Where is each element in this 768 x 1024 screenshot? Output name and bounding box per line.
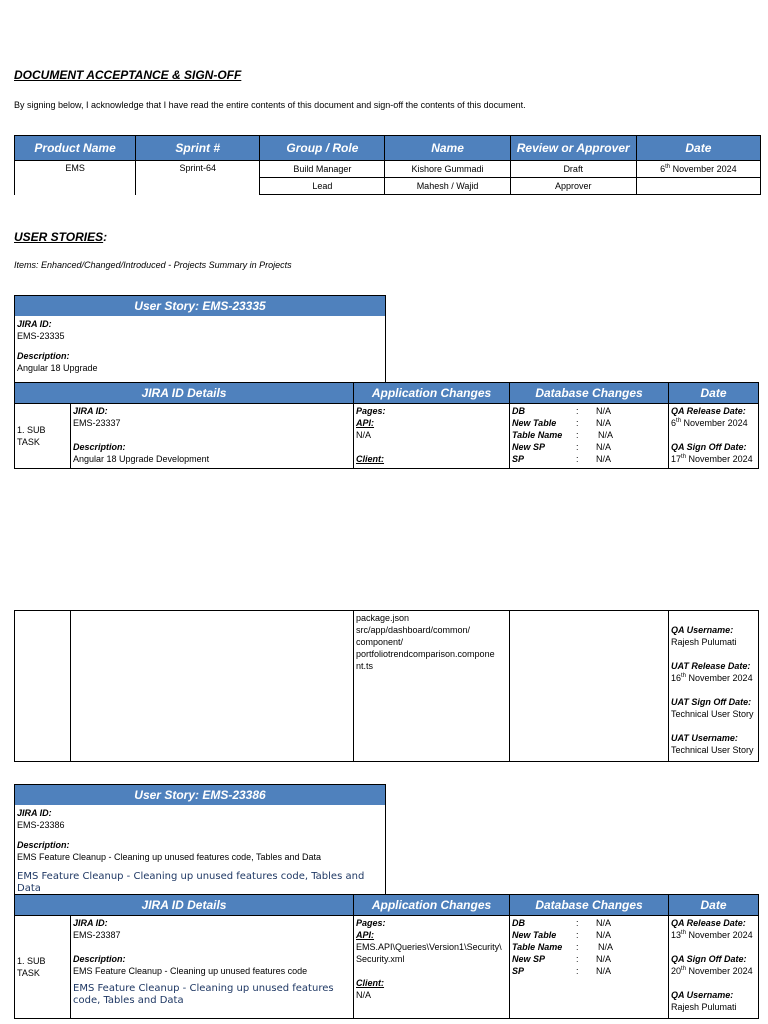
subtask-app-changes-cell: Pages: API: N/A Client: [354,404,510,469]
story1-details-table [14,382,759,469]
header-db-changes: Database Changes [510,383,669,404]
subtask-label: 1. SUB TASK [15,404,71,469]
story1-desc-label: Description: [17,351,70,361]
header-jira-details: JIRA ID Details [15,895,354,916]
sprint-cell: Sprint-64 [136,161,260,195]
user-stories-title: USER STORIES: [14,230,108,244]
story2-summary-box [14,784,386,896]
client-file: component/ [356,637,404,647]
user-stories-items: Items: Enhanced/Changed/Introduced - Projects Summary in Projects [14,260,292,270]
table-row [15,916,759,1019]
details-header-row [15,383,759,404]
role-cell: Build Manager [260,161,385,178]
header-review-approver: Review or Approver [510,136,636,161]
story2-description: EMS Feature Cleanup - Cleaning up unused features code, Tables and Data [17,852,322,862]
table-row [15,161,761,178]
name-cell: Kishore Gummadi [385,161,510,178]
date-cell: 6th November 2024 [636,161,760,178]
story2-description-blue: EMS Feature Cleanup - Cleaning up unused features code, Tables and Data [17,871,365,894]
client-files-cell [354,611,510,762]
subtask-date-cell: QA Release Date: 6th November 2024 QA Sign Off Date: 17th November 2024 [669,404,759,469]
signoff-header-row [15,136,761,161]
story1-summary-box [14,295,386,384]
acceptance-title: DOCUMENT ACCEPTANCE & SIGN-OFF [14,68,242,82]
uat-date-cell: QA Username: Rajesh Pulumati UAT Release Date: 16th November 2024 UAT Sign Off Date: Technical User Story UAT Username: Technical User Story [669,611,759,762]
subtask-db-changes-cell: DB : N/A New Table : N/A Table Name : N/A New SP : N/A SP : N/A [510,404,669,469]
header-date: Date [669,383,759,404]
header-product-name: Product Name [15,136,136,161]
header-name: Name [385,136,510,161]
product-name-cell: EMS [15,161,136,195]
review-cell: Approver [510,178,636,195]
client-file: package.json [356,613,410,623]
details-header-row [15,895,759,916]
story1-jira-label: JIRA ID: [17,319,52,329]
header-db-changes: Database Changes [510,895,669,916]
story2-header: User Story: EMS-23386 [15,785,385,805]
header-app-changes: Application Changes [354,895,510,916]
role-cell: Lead [260,178,385,195]
story2-details-table [14,894,759,1019]
name-cell: Mahesh / Wajid [385,178,510,195]
subtask-db-changes-cell: DB : N/A New Table : N/A Table Name : N/A New SP : N/A SP : N/A [510,916,669,1019]
acceptance-statement: By signing below, I acknowledge that I have read the entire contents of this document and sign-off the contents of this document. [14,100,526,110]
signoff-table [14,135,761,195]
story1-jira-id: EMS-23335 [17,331,65,341]
story1-header: User Story: EMS-23335 [15,296,385,316]
client-file: src/app/dashboard/common/ [356,625,471,635]
story2-jira-label: JIRA ID: [17,808,52,818]
header-app-changes: Application Changes [354,383,510,404]
client-file: portfoliotrendcomparison.compone [356,649,495,659]
subtask-label: 1. SUB TASK [15,916,71,1019]
header-jira-details: JIRA ID Details [15,383,354,404]
table-row [15,404,759,469]
subtask-jira-cell: JIRA ID: EMS-23337 Description: Angular 18 Upgrade Development [71,404,354,469]
subtask-app-changes-cell: Pages: API: EMS.API\Queries\Version1\Security\ Security.xml Client: N/A [354,916,510,1019]
story2-desc-label: Description: [17,840,70,850]
story1-details-continued [14,610,759,762]
date-cell [636,178,760,195]
subtask-date-cell: QA Release Date: 13th November 2024 QA Sign Off Date: 20th November 2024 QA Username: Rajesh Pulumati [669,916,759,1019]
table-row [15,611,759,762]
review-cell: Draft [510,161,636,178]
header-sprint: Sprint # [136,136,260,161]
client-file: nt.ts [356,661,374,671]
subtask-description-blue: EMS Feature Cleanup - Cleaning up unused features code, Tables and Data [73,983,334,1006]
story2-jira-id: EMS-23386 [17,820,65,830]
header-group-role: Group / Role [260,136,385,161]
subtask-jira-cell: JIRA ID: EMS-23387 Description: EMS Feature Cleanup - Cleaning up unused features code EMS Feature Cleanup - Cleaning up unused features code, Tables and Data [71,916,354,1019]
header-date: Date [669,895,759,916]
story1-description: Angular 18 Upgrade [17,363,98,373]
header-date: Date [636,136,760,161]
